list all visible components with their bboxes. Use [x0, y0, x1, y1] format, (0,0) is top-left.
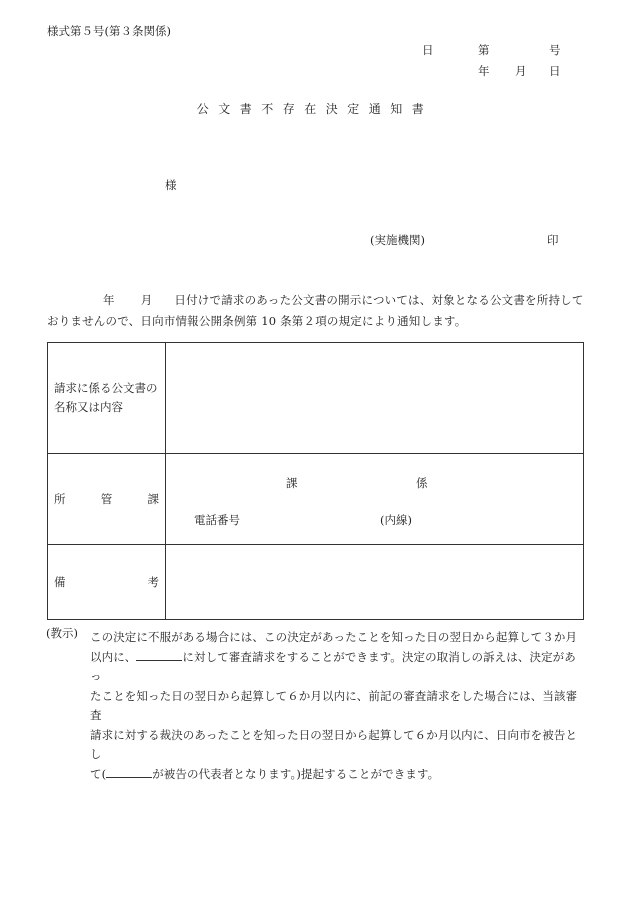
implementing-agency-label: (実施機関): [370, 233, 425, 247]
instruction-line-2-start: 以内に、: [90, 649, 137, 664]
request-date-month: 月: [140, 293, 153, 307]
issue-date-year: 年: [478, 64, 490, 78]
request-content-label-text: 請求に係る公文書の名称又は内容: [54, 381, 158, 414]
dept-label-char-3: 課: [147, 491, 159, 506]
dept-label-char-2: 管: [100, 491, 113, 506]
document-number-prefix: 第: [478, 43, 490, 57]
extension-label: (内線): [380, 513, 412, 527]
remarks-label-char-2: 考: [147, 574, 159, 589]
instruction-line-4: 請求に対する裁決のあったことを知った日の翌日から起算して６か月以内に、日向市を被告とし: [90, 727, 578, 761]
request-content-value[interactable]: [166, 343, 584, 454]
instruction-line-2-end: に対して審査請求をすることができます。決定の取消しの訴えは、決定があっ: [90, 649, 576, 683]
instruction-label: (教示): [46, 626, 78, 640]
instruction-line-1: この決定に不服がある場合には、この決定があったことを知った日の翌日から起算して３か月: [90, 630, 578, 644]
responsible-department-value[interactable]: [166, 454, 584, 545]
instruction-line-5-start: て(: [90, 766, 107, 781]
notification-body: [47, 290, 585, 332]
phone-number-label: 電話番号: [194, 513, 240, 527]
dept-label-char-1: 所: [54, 491, 66, 506]
instruction-line-5: [90, 765, 584, 785]
responsible-department-label: [48, 454, 166, 545]
body-text-line-1: 日付けで請求のあった公文書の開示については、対象となる公文書を所持して: [174, 293, 584, 307]
form-number-label: 様式第５号(第３条関係): [47, 24, 171, 38]
table-row: [48, 545, 584, 620]
remarks-label-char-1: 備: [54, 574, 66, 589]
section-label: 課: [286, 476, 298, 490]
date-prefix-label: 日: [422, 43, 434, 57]
remarks-label: [48, 545, 166, 620]
table-row: [48, 454, 584, 545]
seal-mark: 印: [547, 233, 559, 247]
addressee-honorific: 様: [165, 178, 177, 192]
table-row: [48, 343, 584, 454]
remarks-value[interactable]: [166, 545, 584, 620]
request-date-year: 年: [103, 293, 115, 307]
details-table: [47, 342, 584, 620]
document-number-suffix: 号: [549, 43, 561, 57]
instruction-line-5-end: が被告の代表者となります。)提起することができます。: [152, 766, 440, 781]
subsection-label: 係: [416, 476, 428, 490]
issue-date-day: 日: [549, 64, 561, 78]
representative-blank[interactable]: [106, 767, 152, 778]
body-text-line-2: おりませんので、日向市情報公開条例第 10 条第２項の規定により通知します。: [47, 314, 467, 328]
instruction-line-2: [90, 648, 584, 687]
appeal-authority-blank[interactable]: [136, 650, 182, 661]
instruction-line-3: たことを知った日の翌日から起算して６か月以内に、前記の審査請求をした場合には、当該審査: [90, 688, 578, 722]
instruction-text: [90, 628, 584, 784]
document-title: 公文書不存在決定通知書: [196, 102, 434, 116]
issue-date-month: 月: [515, 64, 527, 78]
request-content-label: [48, 343, 166, 454]
